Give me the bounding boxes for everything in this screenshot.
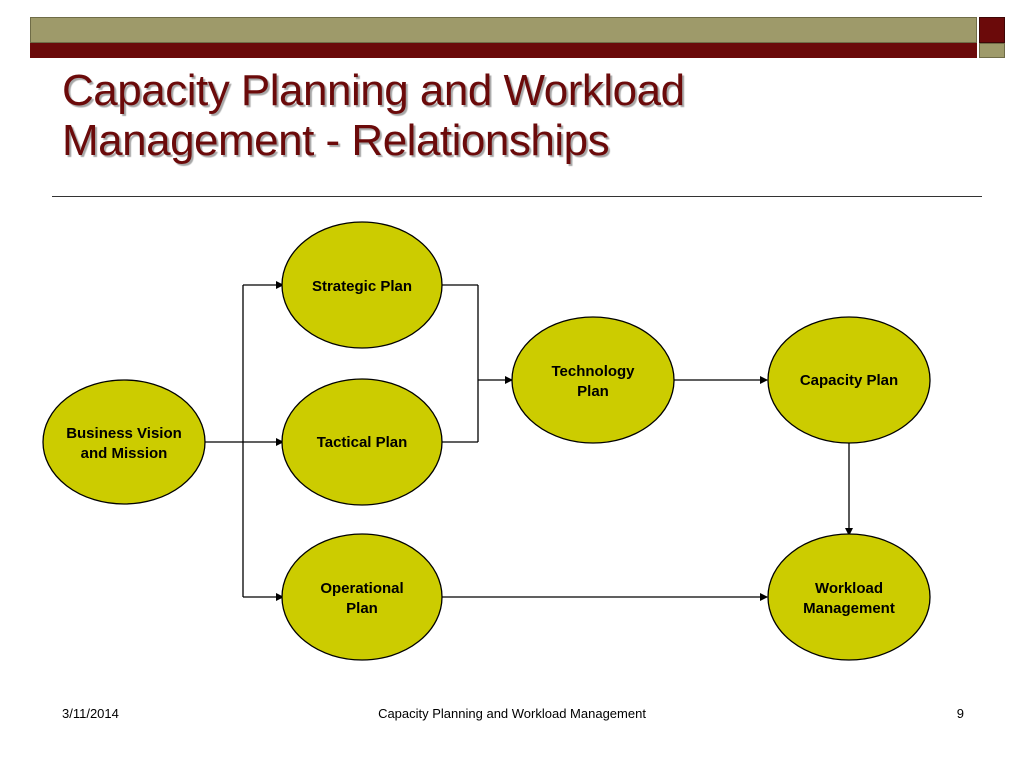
footer-presentation-title: Capacity Planning and Workload Management — [378, 706, 646, 721]
slide-title-line-1: Capacity Planning and Workload — [62, 66, 685, 115]
node-business-vision-label-1: Business Vision — [66, 425, 182, 442]
node-technology-plan — [512, 317, 674, 443]
slide-title-line-2: Management - Relationships — [62, 116, 610, 166]
node-capacity-plan — [768, 317, 930, 443]
node-workload-management-label-1: Workload — [814, 580, 884, 597]
node-workload-management — [768, 534, 930, 660]
node-operational-plan-shape — [282, 534, 442, 660]
node-operational-plan — [282, 534, 442, 660]
node-workload-management-label-2: Management — [803, 600, 895, 617]
footer-date: 3/11/2014 — [62, 706, 119, 721]
node-operational-plan-label-2: Plan — [346, 600, 378, 617]
node-technology-plan-label-1: Technology — [551, 363, 635, 380]
node-business-vision-shape — [43, 380, 205, 504]
footer-page-number: 9 — [956, 706, 964, 721]
node-technology-plan-label-2: Plan — [577, 383, 609, 400]
node-business-vision — [43, 380, 205, 504]
node-technology-plan-shape — [512, 317, 674, 443]
node-strategic-plan — [282, 222, 442, 348]
nodes — [43, 222, 930, 660]
node-tactical-plan-label-1: Tactical Plan — [316, 434, 408, 451]
node-tactical-plan — [282, 379, 442, 505]
node-capacity-plan-label-1: Capacity Plan — [799, 372, 899, 389]
node-operational-plan-label-1: Operational — [320, 580, 404, 597]
node-business-vision-label-2: and Mission — [80, 445, 168, 462]
node-strategic-plan-label-1: Strategic Plan — [311, 278, 413, 295]
node-workload-management-shape — [768, 534, 930, 660]
